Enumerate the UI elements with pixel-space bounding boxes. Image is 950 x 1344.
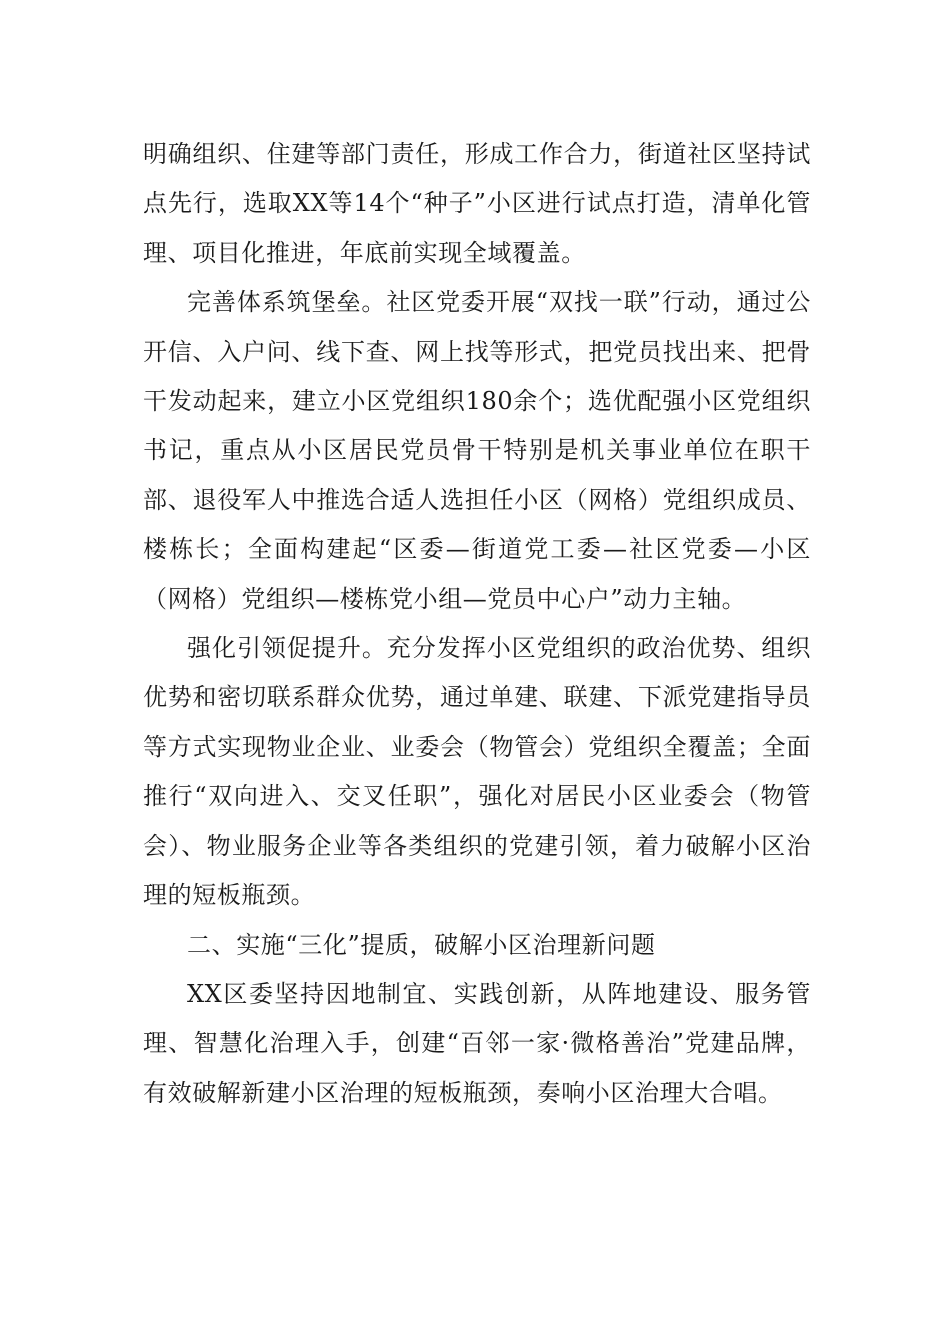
document-body <box>143 130 811 1118</box>
paragraph-system-building: 完善体系筑堡垒。社区党委开展“双找一联”行动，通过公开信、入户问、线下查、网上找等形式，把党员找出来、把骨干发动起来，建立小区党组织180余个；选优配强小区党组织书记，重点从小区居民党员骨干特别是机关事业单位在职干部、退役军人中推选合适人选担任小区（网格）党组织成员、楼栋长；全面构建起“区委—街道党工委—社区党委—小区（网格）党组织—楼栋党小组—党员中心户”动力主轴。 <box>143 288 811 613</box>
paragraph-district-committee: XX区委坚持因地制宜、实践创新，从阵地建设、服务管理、智慧化治理入手，创建“百邻一家·微格善治”党建品牌，有效破解新建小区治理的短板瓶颈，奏响小区治理大合唱。 <box>143 979 811 1107</box>
paragraph-leadership: 强化引领促提升。充分发挥小区党组织的政治优势、组织优势和密切联系群众优势，通过单建、联建、下派党建指导员等方式实现物业企业、业委会（物管会）党组织全覆盖；全面推行“双向进入、交叉任职”，强化对居民小区业委会（物管会）、物业服务企业等各类组织的党建引领，着力破解小区治理的短板瓶颈。 <box>143 634 811 910</box>
paragraph-continuation: 明确组织、住建等部门责任，形成工作合力，街道社区坚持试点先行，选取XX等14个“种子”小区进行试点打造，清单化管理、项目化推进，年底前实现全域覆盖。 <box>143 140 811 267</box>
section-heading: 二、实施“三化”提质，破解小区治理新问题 <box>187 930 656 959</box>
